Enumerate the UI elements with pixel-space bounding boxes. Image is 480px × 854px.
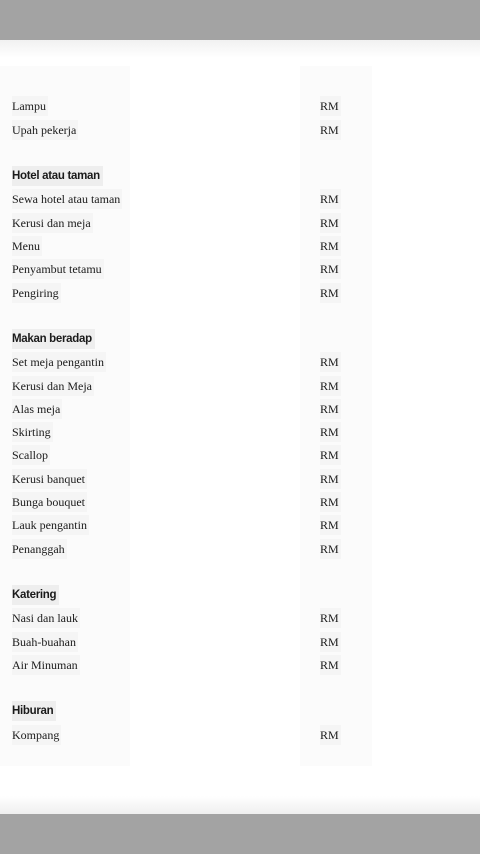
section-title: Hotel atau taman bbox=[12, 166, 103, 186]
list-item bbox=[0, 189, 480, 209]
item-amount: RM bbox=[320, 445, 341, 465]
list-item bbox=[0, 725, 480, 745]
section-heading-makan-beradap bbox=[0, 329, 480, 349]
list-item bbox=[0, 259, 480, 279]
item-amount: RM bbox=[320, 376, 341, 396]
list-item bbox=[0, 352, 480, 372]
list-item bbox=[0, 608, 480, 628]
item-label: Sewa hotel atau taman bbox=[12, 189, 122, 209]
item-amount: RM bbox=[320, 608, 341, 628]
list-item bbox=[0, 399, 480, 419]
item-label: Alas meja bbox=[12, 399, 62, 419]
item-amount: RM bbox=[320, 236, 341, 256]
item-amount: RM bbox=[320, 259, 341, 279]
section-heading-katering bbox=[0, 585, 480, 605]
list-item bbox=[0, 236, 480, 256]
list-item bbox=[0, 632, 480, 652]
list-item bbox=[0, 120, 480, 140]
item-amount: RM bbox=[320, 632, 341, 652]
section-title: Katering bbox=[12, 585, 59, 605]
item-amount: RM bbox=[320, 655, 341, 675]
item-label: Lampu bbox=[12, 96, 48, 116]
item-label: Menu bbox=[12, 236, 42, 256]
item-label: Scallop bbox=[12, 445, 50, 465]
item-label: Bunga bouquet bbox=[12, 492, 87, 512]
list-item bbox=[0, 422, 480, 442]
item-amount: RM bbox=[320, 283, 341, 303]
item-amount: RM bbox=[320, 213, 341, 233]
list-item bbox=[0, 213, 480, 233]
item-amount: RM bbox=[320, 469, 341, 489]
list-item bbox=[0, 539, 480, 559]
item-amount: RM bbox=[320, 725, 341, 745]
item-label: Air Minuman bbox=[12, 655, 80, 675]
list-item bbox=[0, 283, 480, 303]
section-heading-hotel bbox=[0, 166, 480, 186]
list-item bbox=[0, 515, 480, 535]
section-heading-hiburan bbox=[0, 701, 480, 721]
item-label: Kerusi banquet bbox=[12, 469, 87, 489]
item-label: Buah-buahan bbox=[12, 632, 78, 652]
item-label: Pengiring bbox=[12, 283, 61, 303]
item-label: Lauk pengantin bbox=[12, 515, 89, 535]
item-amount: RM bbox=[320, 492, 341, 512]
list-item bbox=[0, 445, 480, 465]
item-label: Kompang bbox=[12, 725, 61, 745]
viewer-bottom-bar bbox=[0, 814, 480, 854]
section-title: Hiburan bbox=[12, 701, 56, 721]
item-label: Kerusi dan Meja bbox=[12, 376, 94, 396]
item-label: Set meja pengantin bbox=[12, 352, 106, 372]
item-amount: RM bbox=[320, 515, 341, 535]
item-amount: RM bbox=[320, 189, 341, 209]
item-amount: RM bbox=[320, 399, 341, 419]
item-amount: RM bbox=[320, 96, 341, 116]
page-bottom-edge bbox=[0, 796, 480, 814]
section-title: Makan beradap bbox=[12, 329, 95, 349]
item-label: Penyambut tetamu bbox=[12, 259, 104, 279]
item-amount: RM bbox=[320, 422, 341, 442]
item-label: Nasi dan lauk bbox=[12, 608, 80, 628]
list-item bbox=[0, 376, 480, 396]
item-label: Skirting bbox=[12, 422, 53, 442]
item-amount: RM bbox=[320, 539, 341, 559]
list-item bbox=[0, 96, 480, 116]
item-amount: RM bbox=[320, 352, 341, 372]
item-label: Kerusi dan meja bbox=[12, 213, 93, 233]
list-item bbox=[0, 655, 480, 675]
list-item bbox=[0, 469, 480, 489]
item-amount: RM bbox=[320, 120, 341, 140]
item-label: Penanggah bbox=[12, 539, 67, 559]
list-item bbox=[0, 492, 480, 512]
item-label: Upah pekerja bbox=[12, 120, 78, 140]
